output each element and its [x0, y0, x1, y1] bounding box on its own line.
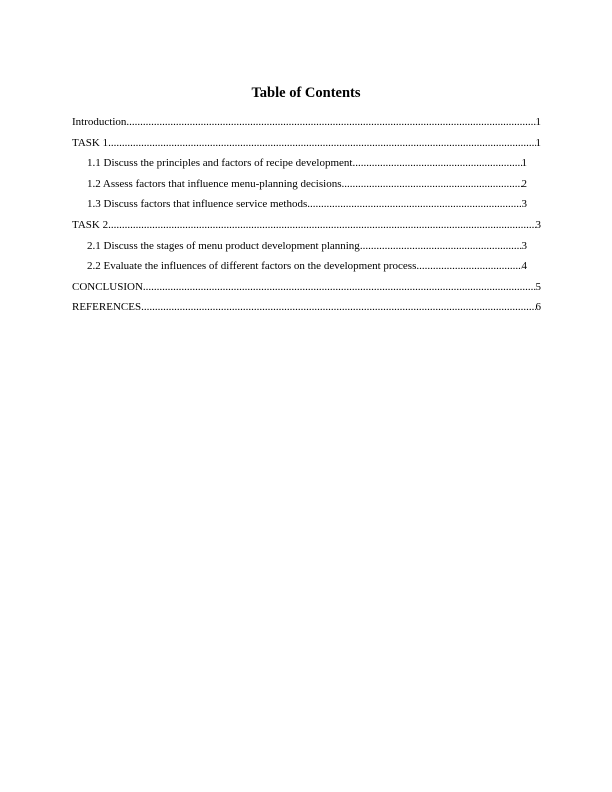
- toc-entry-2-2[interactable]: [0, 256, 612, 277]
- toc-entry-page: 3: [535, 218, 541, 231]
- toc-entry-task-2[interactable]: [0, 215, 612, 236]
- toc-entry-2-1[interactable]: [0, 236, 612, 257]
- toc-entry-page: 1: [535, 116, 541, 128]
- dot-leader: [416, 259, 521, 273]
- toc-entry-1-3[interactable]: [0, 194, 612, 215]
- toc-entry-label: TASK 2: [72, 218, 109, 231]
- toc-heading: Table of Contents: [251, 85, 361, 101]
- toc-entry-page: 5: [535, 280, 541, 293]
- toc-entry-label: 1.1 Discuss the principles and factors of recipe development: [87, 157, 353, 170]
- toc-entry-label: 1.2 Assess factors that influence menu-planning decisions: [87, 177, 342, 190]
- toc-entry-conclusion[interactable]: [0, 277, 612, 298]
- dot-leader: [141, 300, 535, 314]
- dot-leader: [143, 280, 536, 294]
- toc-entry-page: 1: [521, 157, 527, 170]
- dot-leader: [307, 197, 521, 211]
- dot-leader: [108, 218, 535, 232]
- dot-leader: [341, 177, 521, 191]
- toc-entry-task-1[interactable]: [0, 133, 612, 154]
- toc-entry-label: 2.2 Evaluate the influences of different factors on the development process: [87, 260, 417, 273]
- toc-entry-label: 2.1 Discuss the stages of menu product development planning: [87, 239, 360, 252]
- toc-entry-1-1[interactable]: [0, 153, 612, 174]
- toc-entry-page: 3: [521, 198, 527, 211]
- toc-entry-page: 2: [521, 177, 527, 190]
- toc-list: [0, 112, 612, 318]
- dot-leader: [108, 136, 535, 150]
- dot-leader: [126, 115, 535, 129]
- toc-entry-1-2[interactable]: [0, 174, 612, 195]
- dot-leader: [352, 156, 521, 170]
- toc-entry-label: 1.3 Discuss factors that influence service methods: [87, 198, 308, 211]
- toc-entry-label: REFERENCES: [72, 301, 142, 314]
- dot-leader: [360, 239, 522, 253]
- toc-entry-page: 1: [535, 136, 541, 149]
- toc-entry-label: TASK 1: [72, 136, 109, 149]
- toc-entry-introduction[interactable]: [0, 112, 612, 133]
- toc-entry-page: 6: [535, 301, 541, 314]
- toc-entry-page: 3: [521, 239, 527, 252]
- toc-entry-label: Introduction: [72, 116, 127, 128]
- toc-entry-page: 4: [521, 260, 527, 273]
- toc-entry-label: CONCLUSION: [72, 280, 143, 293]
- toc-entry-references[interactable]: [0, 297, 612, 318]
